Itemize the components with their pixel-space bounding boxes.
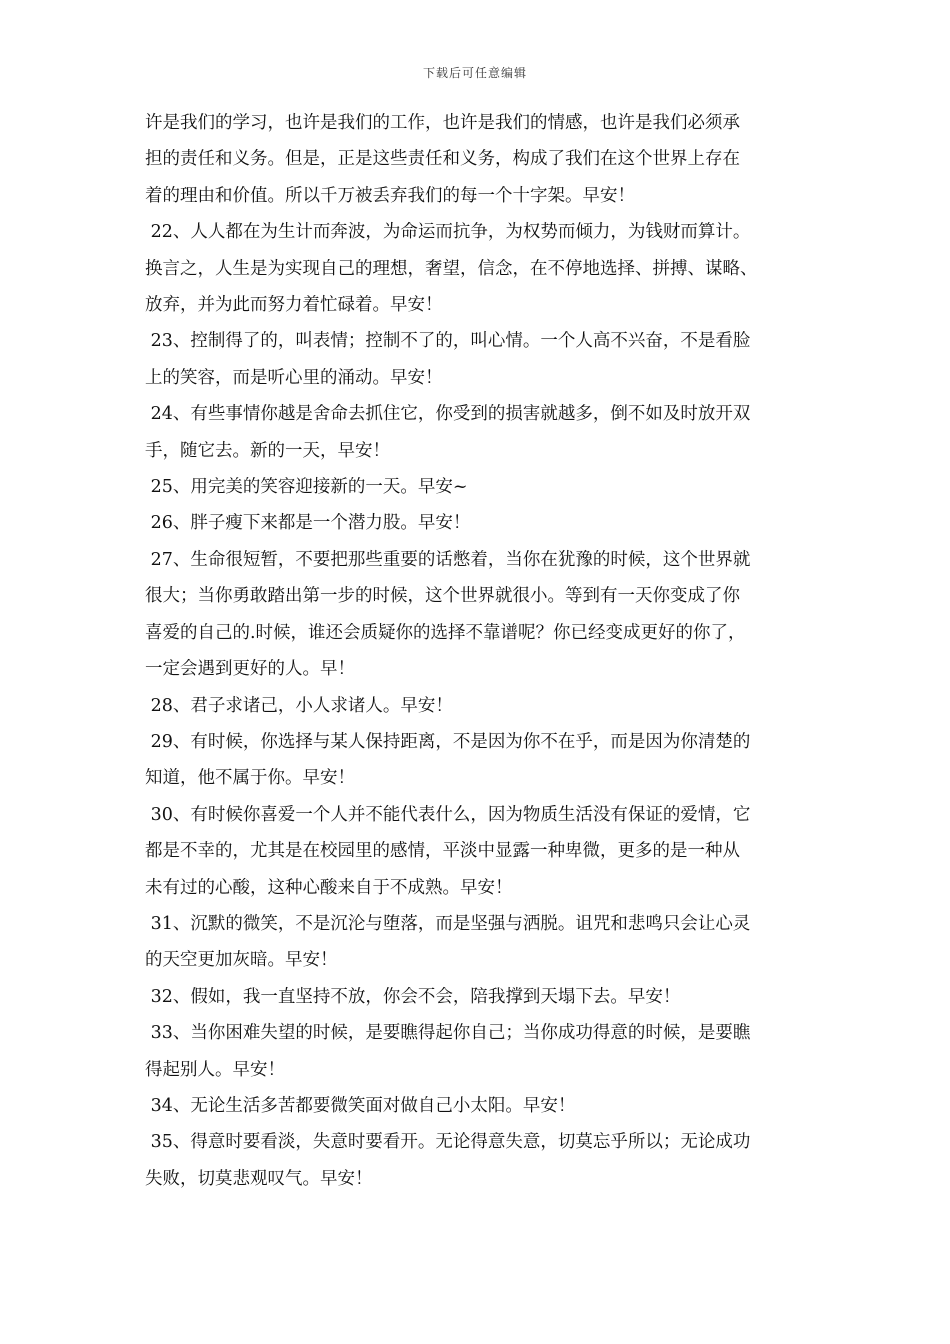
text-line: 许是我们的学习，也许是我们的工作，也许是我们的情感，也许是我们必须承 xyxy=(145,113,740,133)
text-line: 34、无论生活多苦都要微笑面对做自己小太阳。早安！ xyxy=(145,1095,576,1116)
text-line: 33、当你困难失望的时候，是要瞧得起你自己；当你成功得意的时候，是要瞧 xyxy=(145,1023,751,1044)
text-line: 23、控制得了的，叫表情；控制不了的，叫心情。一个人高不兴奋，不是看脸 xyxy=(145,331,751,352)
text-line: 上的笑容，而是听心里的涌动。早安！ xyxy=(145,367,443,388)
text-line: 换言之，人生是为实现自己的理想，奢望，信念，在不停地选择、拼搏、谋略、 xyxy=(145,258,758,279)
text-line: 手，随它去。新的一天，早安！ xyxy=(145,440,390,461)
text-line: 放弃，并为此而努力着忙碌着。早安！ xyxy=(145,295,443,316)
text-line: 的天空更加灰暗。早安！ xyxy=(145,950,338,971)
document-body xyxy=(145,105,825,1197)
text-line: 22、人人都在为生计而奔波，为命运而抗争，为权势而倾力，为钱财而算计。 xyxy=(145,222,751,243)
page-header: 下载后可任意编辑 xyxy=(422,66,527,80)
text-line: 着的理由和价值。所以千万被丢弃我们的每一个十字架。早安！ xyxy=(145,185,635,206)
text-line: 30、有时候你喜爱一个人并不能代表什么，因为物质生活没有保证的爱情，它 xyxy=(145,804,751,825)
text-line: 26、胖子瘦下来都是一个潜力股。早安！ xyxy=(145,513,471,534)
text-line: 35、得意时要看淡，失意时要看开。无论得意失意，切莫忘乎所以；无论成功 xyxy=(145,1132,751,1153)
text-line: 28、君子求诸己，小人求诸人。早安！ xyxy=(145,695,453,716)
text-line: 知道，他不属于你。早安！ xyxy=(145,768,355,789)
text-line: 32、假如，我一直坚持不放，你会不会，陪我撑到天塌下去。早安！ xyxy=(145,986,681,1007)
text-line: 失败，切莫悲观叹气。早安！ xyxy=(145,1168,373,1189)
text-line: 得起别人。早安！ xyxy=(145,1059,285,1080)
text-line: 很大；当你勇敢踏出第一步的时候，这个世界就很小。等到有一天你变成了你 xyxy=(145,586,740,607)
text-line: 喜爱的自己的.时候，谁还会质疑你的选择不靠谱呢？你已经变成更好的你了， xyxy=(145,622,746,643)
text-line: 31、沉默的微笑，不是沉沦与堕落，而是坚强与洒脱。诅咒和悲鸣只会让心灵 xyxy=(145,913,751,934)
text-line: 担的责任和义务。但是，正是这些责任和义务，构成了我们在这个世界上存在 xyxy=(145,149,740,170)
text-line: 27、生命很短暂，不要把那些重要的话憋着，当你在犹豫的时候，这个世界就 xyxy=(145,549,751,570)
text-line: 29、有时候，你选择与某人保持距离，不是因为你不在乎，而是因为你清楚的 xyxy=(145,731,751,752)
text-line: 一定会遇到更好的人。早！ xyxy=(145,659,355,680)
text-line: 都是不幸的，尤其是在校园里的感情，平淡中显露一种卑微，更多的是一种从 xyxy=(145,841,740,862)
text-line: 25、用完美的笑容迎接新的一天。早安~ xyxy=(145,477,468,498)
text-line: 24、有些事情你越是舍命去抓住它，你受到的损害就越多，倒不如及时放开双 xyxy=(145,404,751,425)
text-line: 未有过的心酸，这种心酸来自于不成熟。早安！ xyxy=(145,877,513,898)
